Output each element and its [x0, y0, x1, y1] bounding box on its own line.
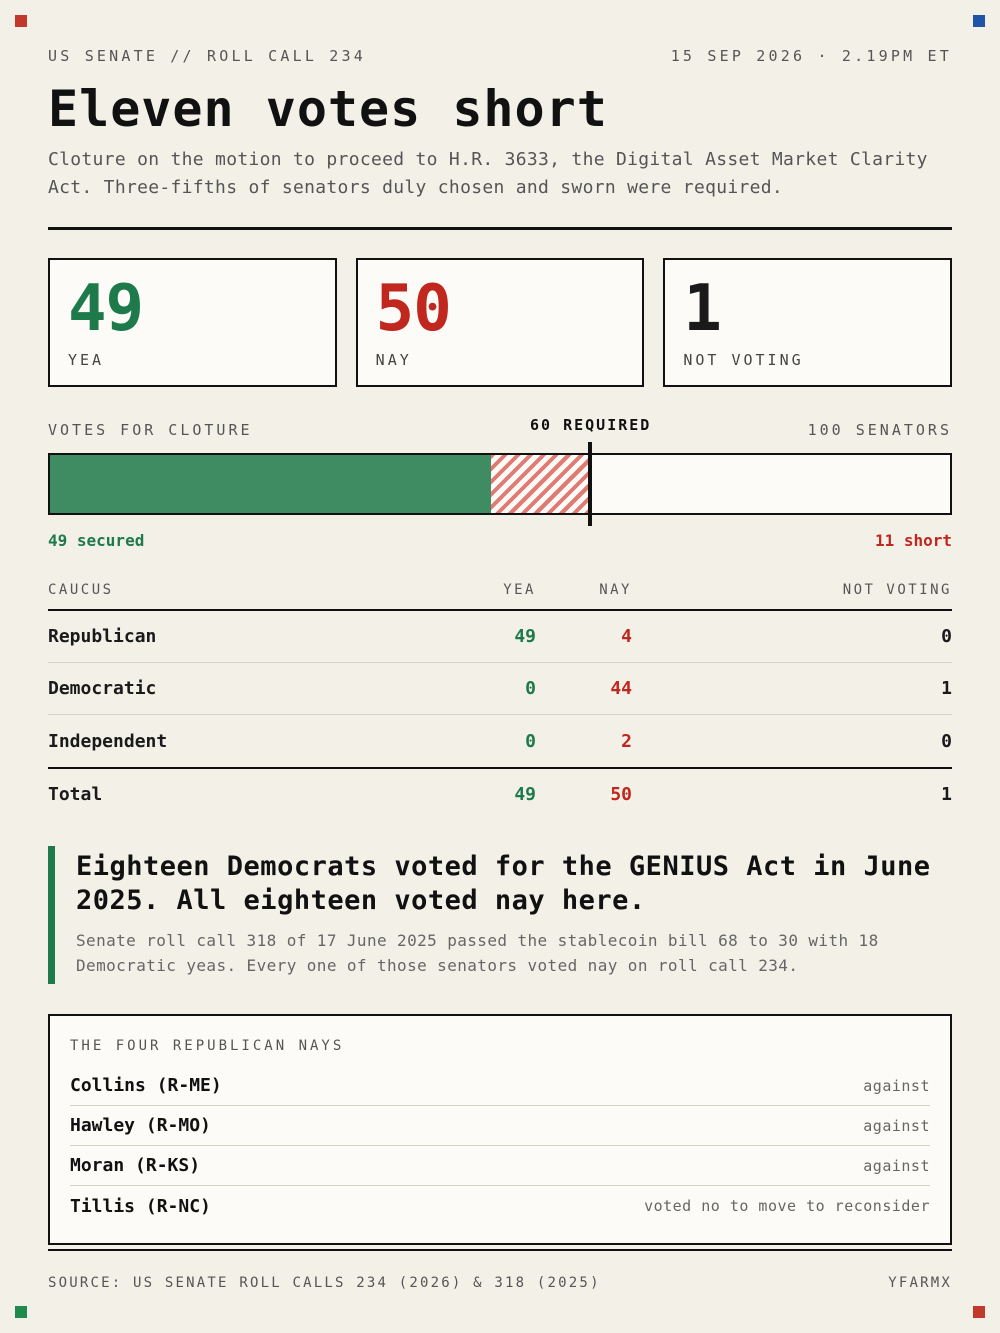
header-not-voting: NOT VOTING: [842, 582, 952, 598]
page-title: Eleven votes short: [48, 80, 608, 138]
table-row: [48, 663, 952, 715]
not-voting-card: [663, 258, 952, 387]
box-label: THE FOUR REPUBLICAN NAYS: [70, 1038, 345, 1054]
senator-note: against: [863, 1156, 930, 1175]
credit: YFARMX: [888, 1275, 952, 1291]
header-yea: YEA: [503, 582, 536, 598]
timestamp: 15 SEP 2026 · 2.19PM ET: [670, 47, 952, 65]
senator-note: against: [863, 1116, 930, 1135]
senator-name: Hawley (R-MO): [70, 1115, 211, 1136]
callout-title: Eighteen Democrats voted for the GENIUS Act in June 2025. All eighteen voted nay here.: [76, 851, 931, 916]
total-nay: 50: [610, 784, 632, 805]
caucus-yea: 0: [525, 730, 536, 752]
table-total-row: [48, 767, 952, 820]
senator-note: voted no to move to reconsider: [644, 1197, 930, 1215]
caucus-name: Republican: [48, 626, 157, 647]
bar-label-left: VOTES FOR CLOTURE: [48, 421, 253, 439]
nay-label: NAY: [375, 351, 412, 369]
kicker: US SENATE // ROLL CALL 234: [48, 47, 366, 65]
shortfall-hatch: [491, 455, 590, 513]
caucus-table: [48, 582, 952, 820]
caucus-nay: 44: [610, 678, 632, 699]
list-item: [70, 1186, 930, 1226]
caucus-not-voting: 0: [941, 730, 952, 752]
caucus-yea: 49: [514, 626, 536, 647]
header-caucus: CAUCUS: [48, 582, 114, 598]
caucus-name: Independent: [48, 730, 168, 752]
caucus-yea: 0: [525, 678, 536, 699]
not-voting-label: NOT VOTING: [683, 351, 804, 369]
cloture-progress-bar: [48, 453, 952, 515]
divider: [48, 227, 952, 230]
secured-fill: [50, 455, 491, 513]
not-voting-count: 1: [683, 272, 721, 346]
total-label: Total: [48, 784, 103, 805]
list-item: [70, 1106, 930, 1146]
tally-cards: [48, 258, 952, 387]
republican-nays-box: [48, 1014, 952, 1245]
table-row: [48, 715, 952, 767]
list-item: [70, 1066, 930, 1106]
nay-count: 50: [375, 272, 451, 346]
footer: [48, 1275, 952, 1291]
total-yea: 49: [514, 784, 536, 805]
table-row: [48, 611, 952, 663]
threshold-marker: [588, 442, 592, 526]
corner-mark-blue: [973, 15, 985, 27]
senator-name: Tillis (R-NC): [70, 1195, 211, 1217]
nay-card: [356, 258, 645, 387]
yea-card: [48, 258, 337, 387]
senator-name: Moran (R-KS): [70, 1155, 201, 1176]
senator-note: against: [863, 1076, 930, 1095]
yea-count: 49: [68, 272, 144, 346]
callout: [48, 846, 952, 984]
dek: Cloture on the motion to proceed to H.R. 3633, the Digital Asset Market Clarity Act. Three-fifths of senators duly chosen and sworn were required.: [48, 149, 928, 198]
corner-mark-red: [15, 15, 27, 27]
secured-label: 49 secured: [48, 531, 145, 550]
divider: [48, 1249, 952, 1251]
list-item: [70, 1146, 930, 1186]
header-nay: NAY: [599, 582, 632, 598]
caucus-name: Democratic: [48, 678, 157, 699]
callout-body: Senate roll call 318 of 17 June 2025 passed the stablecoin bill 68 to 30 with 18 Democratic yeas. Every one of those senators voted nay on roll call 234.: [76, 931, 879, 975]
header-meta: [48, 47, 952, 65]
caucus-nay: 2: [621, 730, 632, 752]
caucus-nay: 4: [621, 626, 632, 647]
bar-label-total: 100 SENATORS: [807, 421, 952, 439]
table-header: [48, 582, 952, 611]
yea-label: YEA: [68, 351, 105, 369]
senator-name: Collins (R-ME): [70, 1075, 222, 1096]
corner-mark-red: [973, 1306, 985, 1318]
bar-label-required: 60 REQUIRED: [530, 416, 652, 434]
caucus-not-voting: 0: [941, 626, 952, 647]
caucus-not-voting: 1: [941, 678, 952, 699]
total-not-voting: 1: [941, 784, 952, 805]
corner-mark-green: [15, 1306, 27, 1318]
source-note: SOURCE: US SENATE ROLL CALLS 234 (2026) & 318 (2025): [48, 1275, 601, 1291]
short-label: 11 short: [874, 531, 952, 550]
